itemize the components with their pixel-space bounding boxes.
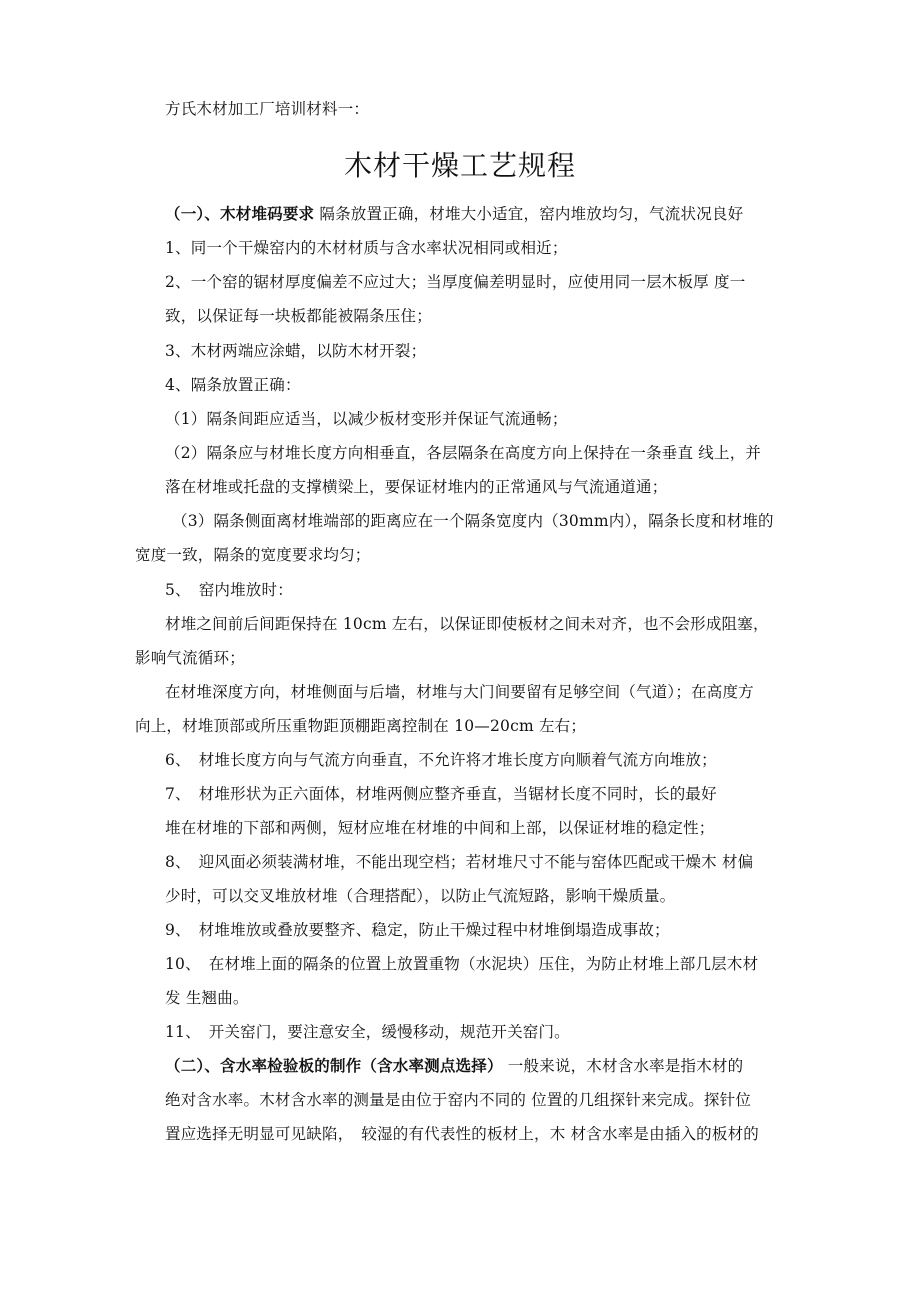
paragraph-line: 1、同一个干燥窑内的木材材质与含水率状况相同或相近； <box>165 239 568 257</box>
paragraph-line: 影响气流循环； <box>135 649 245 667</box>
paragraph-line: 向上，材堆顶部或所压重物距顶棚距离控制在 10—20cm 左右； <box>135 717 587 735</box>
paragraph-line: 9、 材堆堆放或叠放要整齐、稳定，防止干燥过程中材堆倒塌造成事故； <box>165 921 670 939</box>
paragraph-line: （3）隔条侧面离材堆端部的距离应在一个隔条宽度内（30mm内），隔条长度和材堆的 <box>172 512 774 530</box>
paragraph-line: 置应选择无明显可见缺陷， 较湿的有代表性的板材上，木 材含水率是由插入的板材的 <box>165 1125 759 1143</box>
paragraph-line: 绝对含水率。木材含水率的测量是由位于窑内不同的 位置的几组探针来完成。探针位 <box>165 1091 752 1109</box>
section-2-heading: （二）、含水率检验板的制作（含水率测点选择） <box>165 1057 503 1075</box>
paragraph-line: 发 生翘曲。 <box>165 989 249 1007</box>
section-1-heading: （一）、木材堆码要求 <box>165 205 315 223</box>
paragraph-line: 宽度一致，隔条的宽度要求均匀； <box>135 546 371 564</box>
paragraph-line: 堆在材堆的下部和两侧，短材应堆在材堆的中间和上部，以保证材堆的稳定性； <box>165 819 715 837</box>
section-1-summary: 隔条放置正确，材堆大小适宜，窑内堆放均匀，气流状况良好 <box>319 205 744 223</box>
paragraph-line: （1）隔条间距应适当，以减少板材变形并保证气流通畅； <box>165 410 568 428</box>
paragraph-line: 4、隔条放置正确： <box>165 376 301 394</box>
paragraph-line: 落在材堆或托盘的支撑横梁上，要保证材堆内的正常通风与气流通道通； <box>165 478 668 496</box>
document-header: 方氏木材加工厂培训材料一： <box>165 100 370 118</box>
paragraph-line: 7、 材堆形状为正六面体，材堆两侧应整齐垂直，当锯材长度不同时，长的最好 <box>165 785 717 803</box>
paragraph-line: 10、 在材堆上面的隔条的位置上放置重物（水泥块）压住，为防止材堆上部几层木材 <box>165 955 759 973</box>
paragraph-line: 8、 迎风面必须装满材堆，不能出现空档；若材堆尺寸不能与窑体匹配或干燥木 材偏 <box>165 853 754 871</box>
paragraph-line: 少时，可以交叉堆放材堆（合理搭配），以防止气流短路，影响干燥质量。 <box>165 887 676 905</box>
paragraph-line: 在材堆深度方向，材堆侧面与后墙，材堆与大门间要留有足够空间（气道）；在高度方 <box>165 683 754 701</box>
paragraph-line: 11、 开关窑门，要注意安全，缓慢移动，规范开关窑门。 <box>165 1023 570 1041</box>
paragraph-line: 致，以保证每一块板都能被隔条压住； <box>165 307 432 325</box>
paragraph-line: 材堆之间前后间距保持在 10cm 左右，以保证即使板材之间未对齐，也不会形成阻塞， <box>165 615 769 633</box>
paragraph-line: 3、木材两端应涂蜡，以防木材开裂； <box>165 342 427 360</box>
section-1-line <box>165 203 743 225</box>
paragraph-line: 5、 窑内堆放时： <box>165 581 293 599</box>
paragraph-line: 6、 材堆长度方向与气流方向垂直，不允许将才堆长度方向顺着气流方向堆放； <box>165 751 717 769</box>
paragraph-line: （2）隔条应与材堆长度方向相垂直，各层隔条在高度方向上保持在一条垂直 线上，并 <box>165 444 762 462</box>
document-title: 木材干燥工艺规程 <box>343 149 576 182</box>
section-2-line <box>165 1055 743 1077</box>
section-2-text: 一般来说，木材含水率是指木材的 <box>507 1057 744 1075</box>
paragraph-line: 2、一个窑的锯材厚度偏差不应过大；当厚度偏差明显时，应使用同一层木板厚 度一 <box>165 273 746 291</box>
